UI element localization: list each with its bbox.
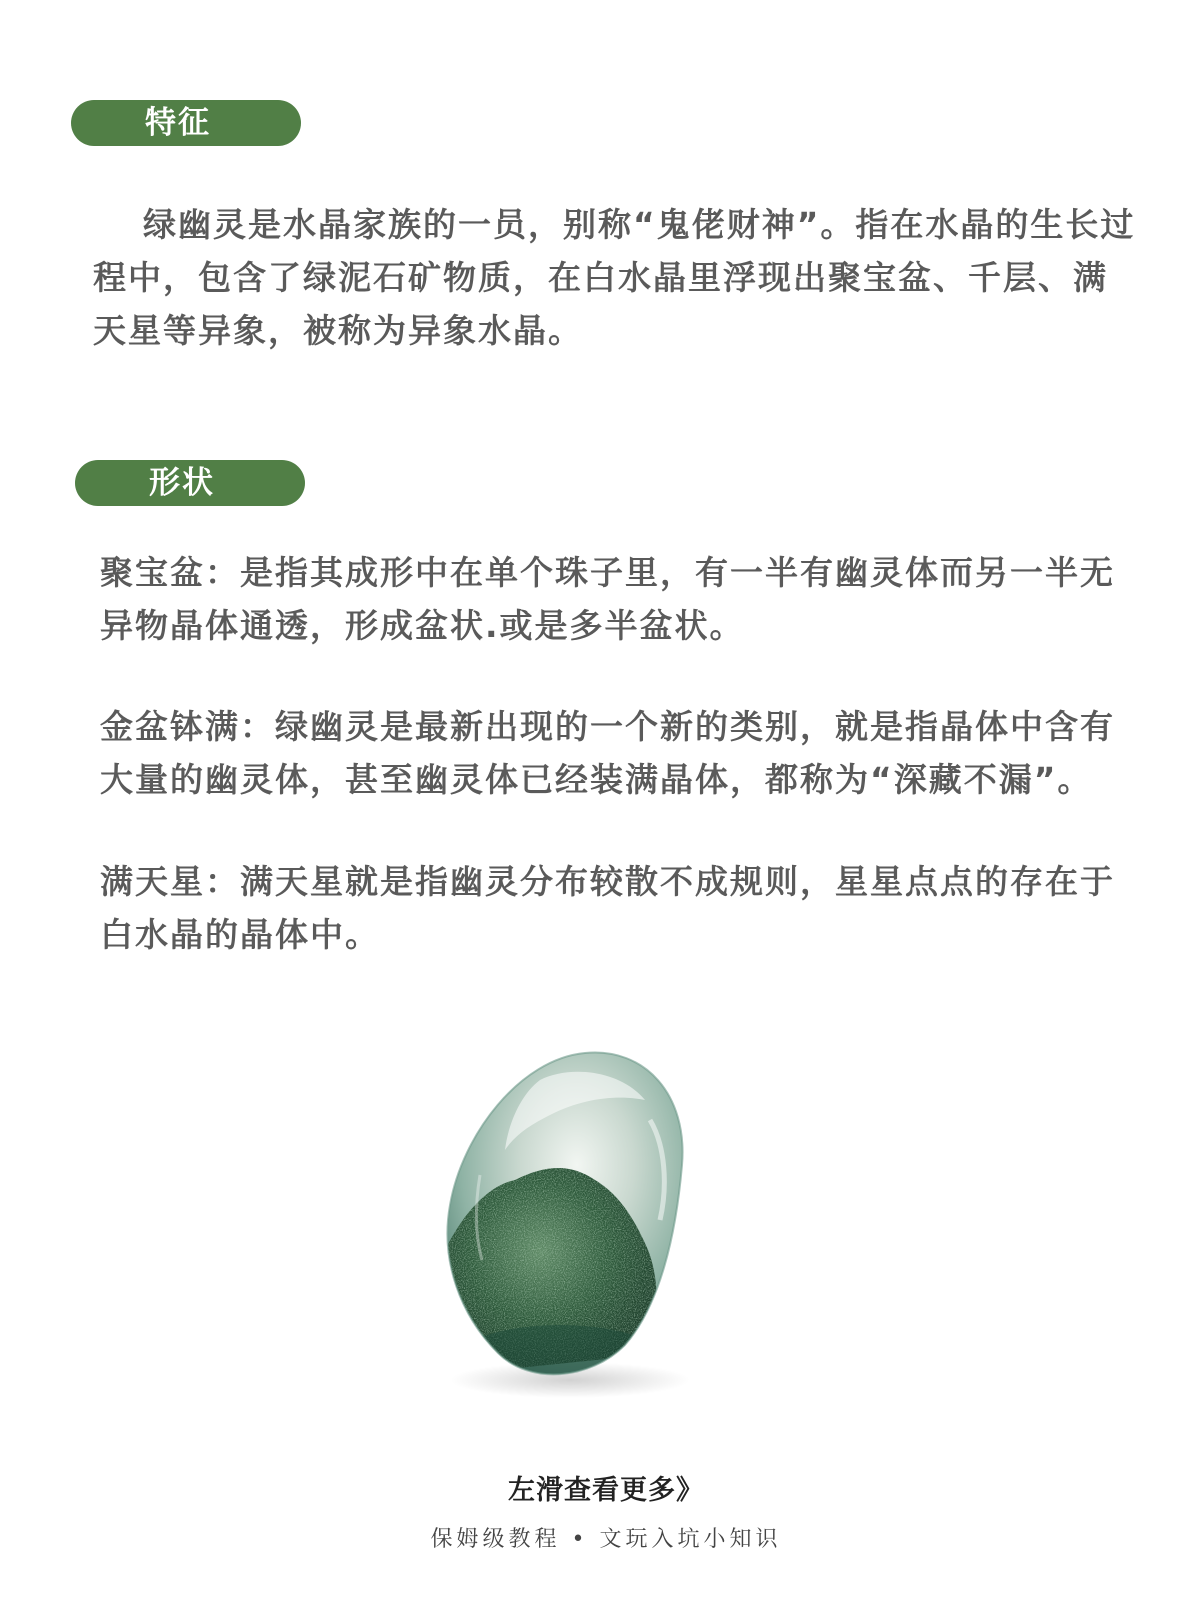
swipe-left-hint: 左滑查看更多》: [508, 1475, 704, 1506]
section-title-features-text: 特征: [145, 105, 211, 141]
green-phantom-crystal-image: [420, 1035, 740, 1415]
shape-paragraph-full-bowl: 金盆钵满：绿幽灵是最新出现的一个新的类别，就是指晶体中含有大量的幽灵体，甚至幽灵体已经装满晶体，都称为“深藏不漏”。: [100, 707, 1115, 799]
section-title-shape: [75, 460, 305, 506]
shape-paragraph-starry-sky: 满天星：满天星就是指幽灵分布较散不成规则，星星点点的存在于白水晶的晶体中。: [100, 862, 1115, 954]
footer-caption: 保姆级教程 • 文玩入坑小知识: [430, 1527, 782, 1552]
section-title-shape-text: 形状: [149, 465, 215, 501]
features-paragraph: 绿幽灵是水晶家族的一员，别称“鬼佬财神”。指在水晶的生长过程中，包含了绿泥石矿物质，在白水晶里浮现出聚宝盆、千层、满天星等异象，被称为异象水晶。: [93, 205, 1136, 350]
shape-paragraph-treasure-bowl: 聚宝盆：是指其成形中在单个珠子里，有一半有幽灵体而另一半无异物晶体通透，形成盆状.或是多半盆状。: [100, 553, 1115, 645]
section-title-features: [71, 100, 301, 146]
